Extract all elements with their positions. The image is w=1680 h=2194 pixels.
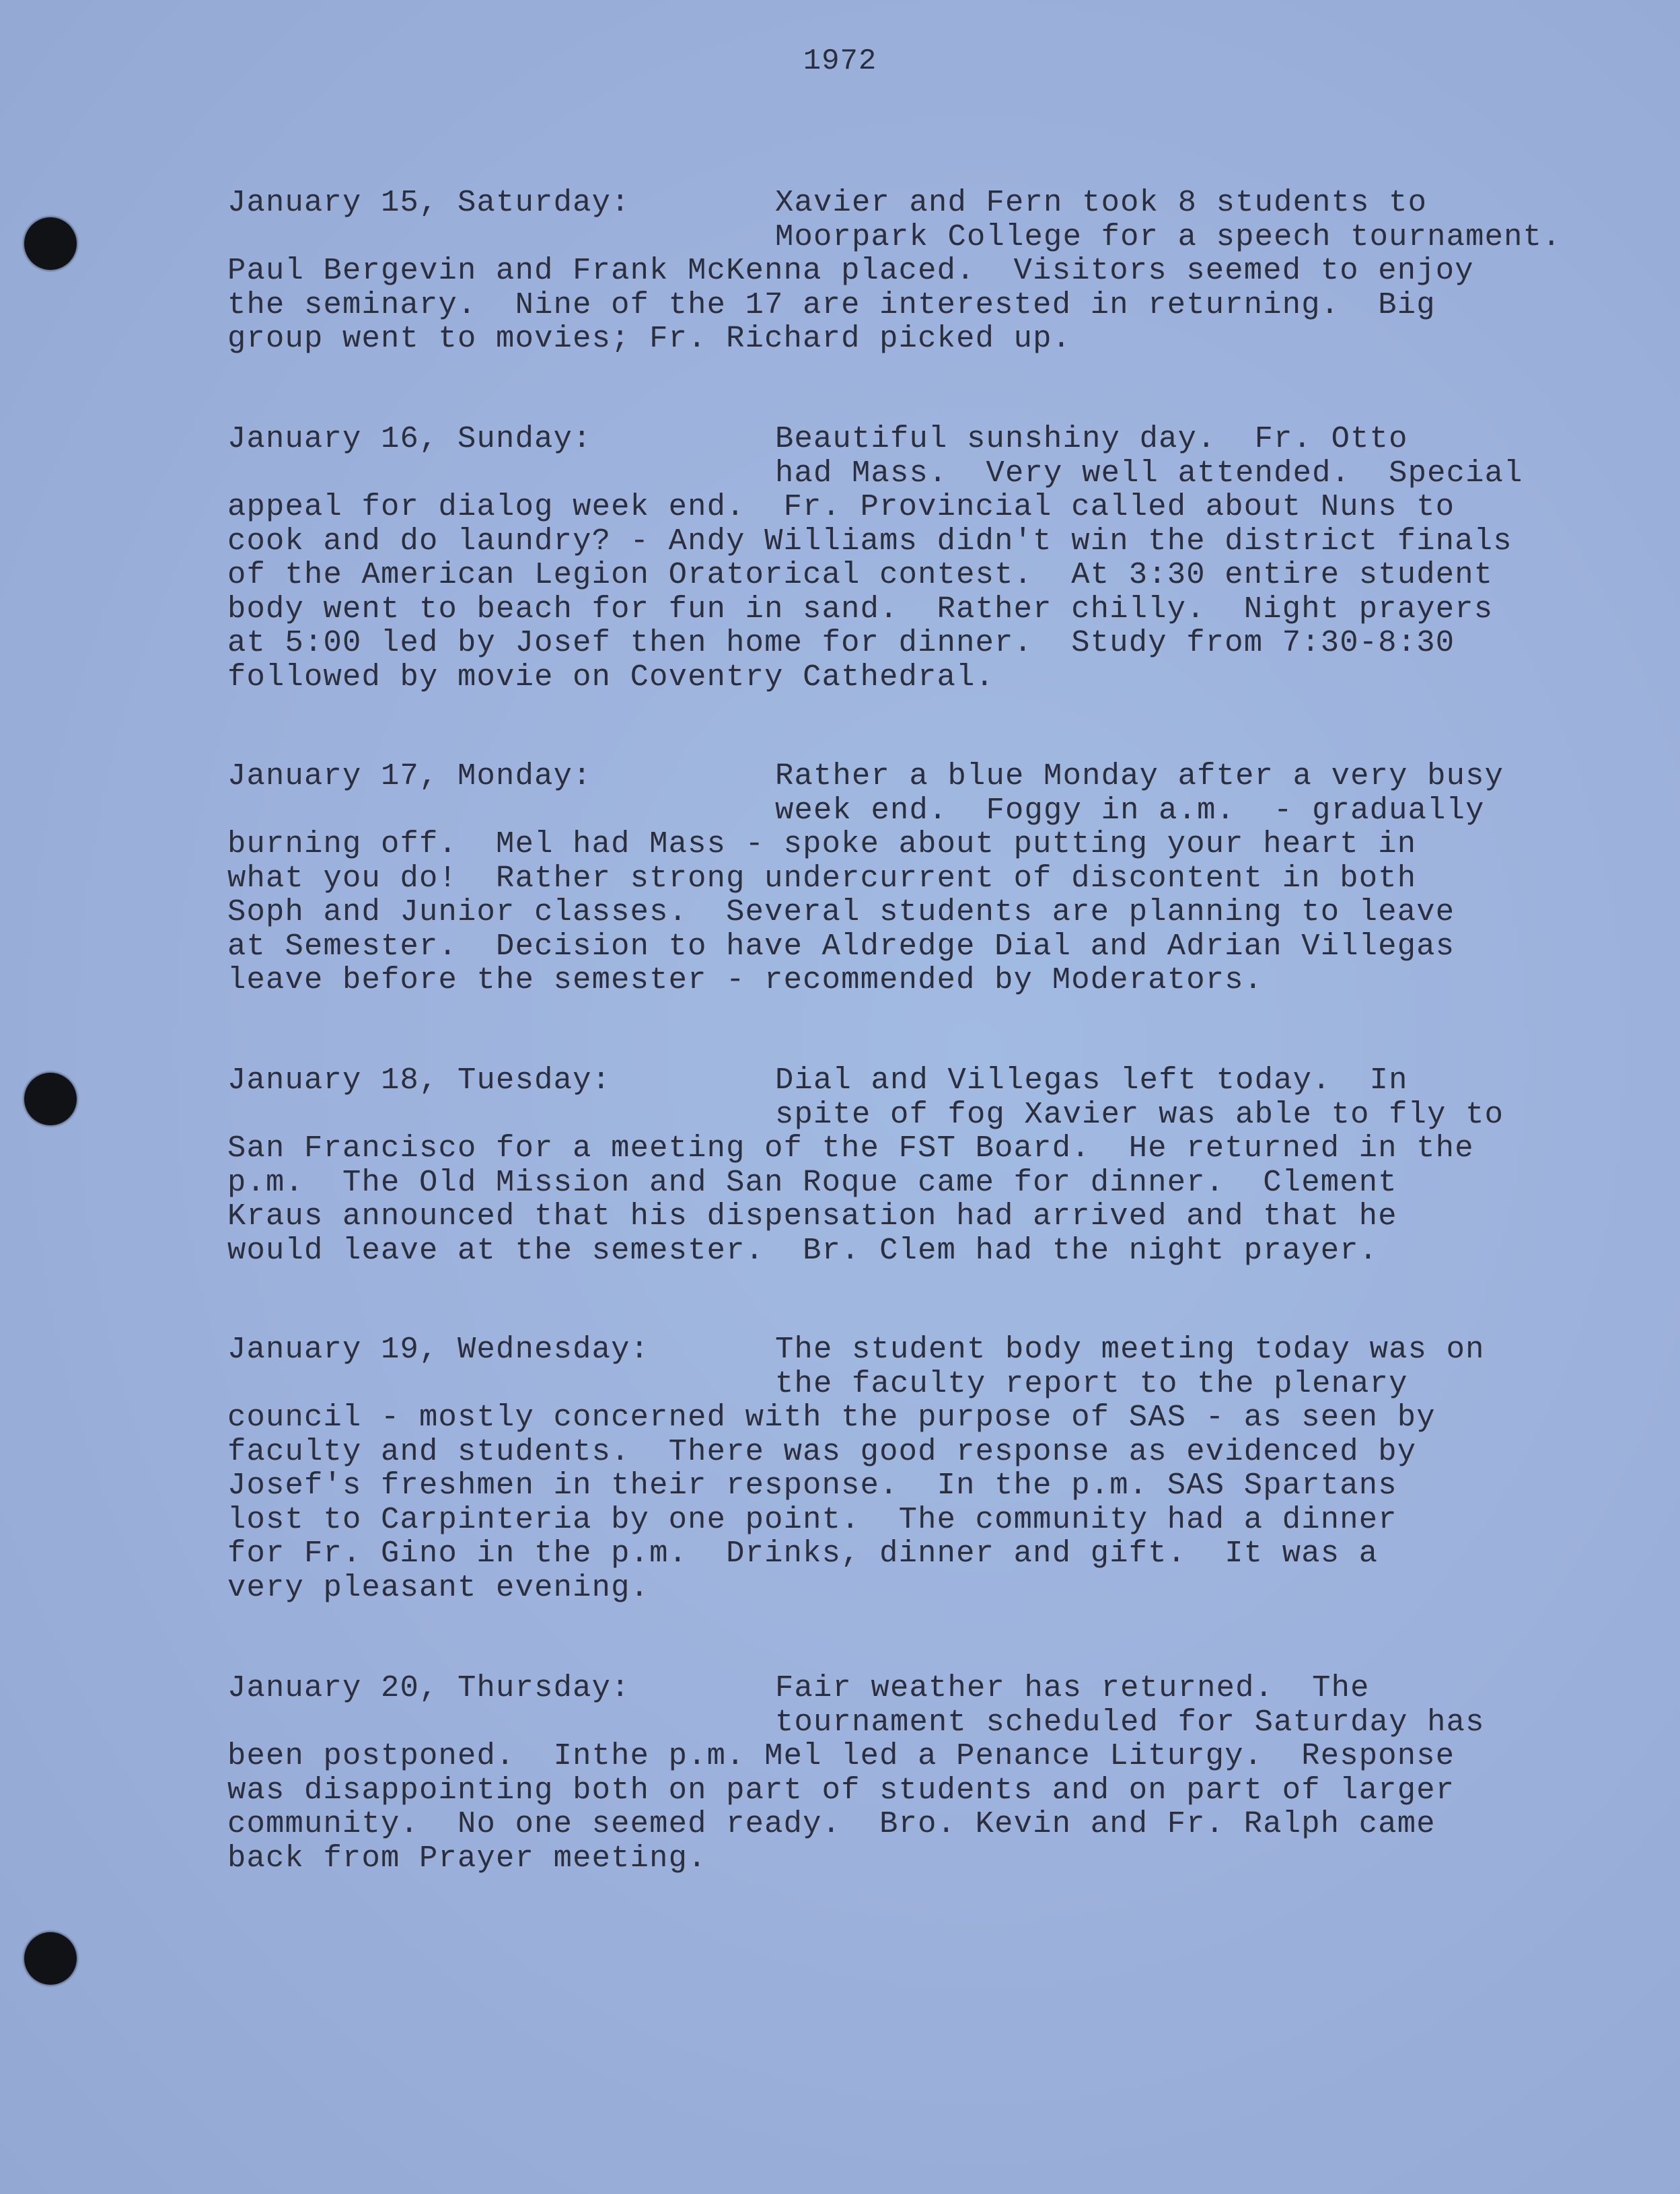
entry-date: January 18, Tuesday: <box>227 1063 612 1098</box>
entry-date: January 20, Thursday: <box>227 1670 630 1705</box>
entry-line: body went to beach for fun in sand. Rather chilly. Night prayers <box>227 591 1494 627</box>
binder-hole-bottom <box>24 1932 77 1985</box>
entry-line: Xavier and Fern took 8 students to <box>775 185 1428 220</box>
entry-line: spite of fog Xavier was able to fly to <box>775 1096 1504 1132</box>
entry-date: January 15, Saturday: <box>227 185 630 220</box>
entry-line: cook and do laundry? - Andy Williams didn't win the district finals <box>227 523 1512 559</box>
entry-line: leave before the semester - recommended by Moderators. <box>227 962 1264 997</box>
entry-line: Josef's freshmen in their response. In the p.m. SAS Spartans <box>227 1468 1397 1503</box>
entry-line: week end. Foggy in a.m. - gradually <box>775 792 1485 828</box>
entry-line: Soph and Junior classes. Several students are planning to leave <box>227 894 1455 929</box>
binder-hole-top <box>24 217 77 270</box>
entry-line: had Mass. Very well attended. Special <box>775 455 1523 491</box>
entry-line: was disappointing both on part of students and on part of larger <box>227 1772 1455 1808</box>
diary-entry <box>227 1671 1627 1875</box>
diary-entry <box>227 422 1627 694</box>
entry-line: would leave at the semester. Br. Clem had the night prayer. <box>227 1232 1379 1268</box>
entry-line: The student body meeting today was on <box>775 1332 1485 1367</box>
entry-line: appeal for dialog week end. Fr. Provincial called about Nuns to <box>227 489 1455 524</box>
entry-line: burning off. Mel had Mass - spoke about putting your heart in <box>227 826 1417 861</box>
diary-entry <box>227 1333 1627 1604</box>
entry-line: p.m. The Old Mission and San Roque came for dinner. Clement <box>227 1164 1397 1200</box>
entry-line: group went to movies; Fr. Richard picked up. <box>227 321 1072 356</box>
entry-line: followed by movie on Coventry Cathedral. <box>227 659 995 695</box>
entry-line: lost to Carpinteria by one point. The community had a dinner <box>227 1501 1397 1537</box>
entry-line: of the American Legion Oratorical contest. At 3:30 entire student <box>227 557 1494 592</box>
entry-line: very pleasant evening. <box>227 1569 650 1605</box>
entry-line: for Fr. Gino in the p.m. Drinks, dinner and gift. It was a <box>227 1536 1379 1571</box>
entry-line: San Francisco for a meeting of the FST Board. He returned in the <box>227 1131 1474 1166</box>
entry-line: Fair weather has returned. The <box>775 1670 1370 1705</box>
entry-date: January 19, Wednesday: <box>227 1332 650 1367</box>
entry-line: been postponed. Inthe p.m. Mel led a Penance Liturgy. Response <box>227 1738 1455 1773</box>
entry-line: at Semester. Decision to have Aldredge Dial and Adrian Villegas <box>227 928 1455 964</box>
entry-line: Rather a blue Monday after a very busy <box>775 758 1504 793</box>
entry-line: council - mostly concerned with the purpose of SAS - as seen by <box>227 1400 1436 1435</box>
entry-line: tournament scheduled for Saturday has <box>775 1704 1485 1740</box>
entry-line: Beautiful sunshiny day. Fr. Otto <box>775 421 1408 456</box>
entry-line: the seminary. Nine of the 17 are interested in returning. Big <box>227 287 1436 322</box>
entry-line: Kraus announced that his dispensation had arrived and that he <box>227 1199 1397 1234</box>
entry-date: January 17, Monday: <box>227 758 592 793</box>
entry-line: back from Prayer meeting. <box>227 1840 707 1876</box>
entry-line: Moorpark College for a speech tournament. <box>775 219 1562 254</box>
binder-hole-middle <box>24 1073 77 1125</box>
entry-date: January 16, Sunday: <box>227 421 592 456</box>
page-year-header: 1972 <box>803 44 877 78</box>
entry-line: at 5:00 led by Josef then home for dinner. Study from 7:30-8:30 <box>227 625 1455 660</box>
diary-entry <box>227 759 1627 997</box>
entry-line: community. No one seemed ready. Bro. Kevin and Fr. Ralph came <box>227 1806 1436 1841</box>
entry-line: faculty and students. There was good response as evidenced by <box>227 1434 1417 1469</box>
diary-entry <box>227 186 1627 356</box>
entry-line: Paul Bergevin and Frank McKenna placed. Visitors seemed to enjoy <box>227 253 1474 288</box>
entry-line: what you do! Rather strong undercurrent of discontent in both <box>227 860 1417 896</box>
diary-entry <box>227 1063 1627 1267</box>
entry-line: the faculty report to the plenary <box>775 1366 1408 1401</box>
entry-line: Dial and Villegas left today. In <box>775 1063 1408 1098</box>
